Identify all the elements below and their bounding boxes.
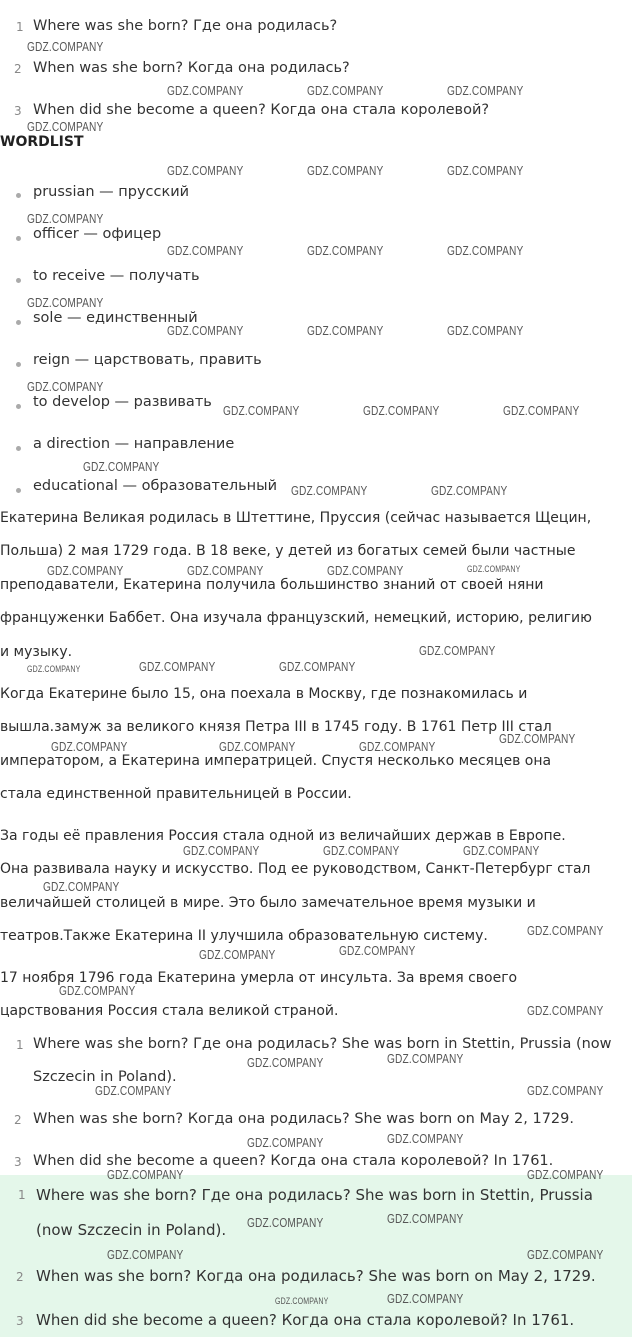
question-text: When did she become a queen? Когда она стала королевой?: [33, 102, 490, 118]
watermark: GDZ.COMPANY: [27, 295, 104, 310]
paragraph-line: величайшей столицей в мире. Это было замечательное время музыки и: [0, 895, 536, 911]
watermark: GDZ.COMPANY: [387, 1051, 464, 1066]
watermark: GDZ.COMPANY: [447, 323, 524, 338]
watermark: GDZ.COMPANY: [247, 1055, 324, 1070]
watermark: GDZ.COMPANY: [447, 163, 524, 178]
wordlist-heading: WORDLIST: [0, 134, 84, 150]
watermark: GDZ.COMPANY: [387, 1131, 464, 1146]
watermark: GDZ.COMPANY: [463, 843, 540, 858]
watermark: GDZ.COMPANY: [167, 163, 244, 178]
paragraph-line: Когда Екатерине было 15, она поехала в Москву, где познакомилась и: [0, 686, 528, 702]
question-text: When was she born? Когда она родилась?: [33, 60, 350, 76]
watermark: GDZ.COMPANY: [199, 947, 276, 962]
answer-text: When did she become a queen? Когда она стала королевой? In 1761.: [33, 1153, 554, 1169]
watermark: GDZ.COMPANY: [27, 379, 104, 394]
watermark: GDZ.COMPANY: [363, 403, 440, 418]
watermark: GDZ.COMPANY: [43, 879, 120, 894]
watermark: GDZ.COMPANY: [187, 563, 264, 578]
watermark: GDZ.COMPANY: [527, 1247, 604, 1262]
watermark: GDZ.COMPANY: [59, 983, 136, 998]
watermark: GDZ.COMPANY: [275, 1296, 329, 1306]
watermark: GDZ.COMPANY: [431, 483, 508, 498]
watermark: GDZ.COMPANY: [339, 943, 416, 958]
watermark: GDZ.COMPANY: [291, 483, 368, 498]
watermark: GDZ.COMPANY: [419, 643, 496, 658]
answer-text: Where was she born? Где она родилась? She was born in Stettin, Prussia: [36, 1186, 593, 1204]
watermark: GDZ.COMPANY: [527, 1003, 604, 1018]
answer-number: 2: [16, 1270, 24, 1284]
bullet-icon: [16, 362, 21, 367]
watermark: GDZ.COMPANY: [51, 739, 128, 754]
question-text: Where was she born? Где она родилась?: [33, 18, 338, 34]
answer-number: 1: [16, 1038, 24, 1052]
watermark: GDZ.COMPANY: [527, 1167, 604, 1182]
answer-number: 3: [16, 1314, 24, 1328]
bullet-icon: [16, 404, 21, 409]
paragraph-line: француженки Баббет. Она изучала французский, немецкий, историю, религию: [0, 610, 592, 626]
watermark: GDZ.COMPANY: [467, 564, 521, 574]
paragraph-line: 17 ноября 1796 года Екатерина умерла от инсульта. За время своего: [0, 970, 518, 986]
watermark: GDZ.COMPANY: [527, 1083, 604, 1098]
bullet-icon: [16, 446, 21, 451]
watermark: GDZ.COMPANY: [223, 403, 300, 418]
paragraph-line: За годы её правления Россия стала одной из величайших держав в Европе.: [0, 828, 566, 844]
bullet-icon: [16, 488, 21, 493]
watermark: GDZ.COMPANY: [499, 731, 576, 746]
watermark: GDZ.COMPANY: [167, 83, 244, 98]
answer-text: When was she born? Когда она родилась? She was born on May 2, 1729.: [33, 1111, 574, 1127]
watermark: GDZ.COMPANY: [247, 1215, 324, 1230]
wordlist-item: educational — образовательный: [33, 478, 278, 494]
answer-number: 3: [14, 1155, 22, 1169]
watermark: GDZ.COMPANY: [307, 323, 384, 338]
watermark: GDZ.COMPANY: [447, 83, 524, 98]
question-number: 2: [14, 62, 22, 76]
question-number: 1: [16, 20, 24, 34]
paragraph-line: стала единственной правительницей в России.: [0, 786, 352, 802]
paragraph-line: и музыку.: [0, 644, 73, 660]
paragraph-line: преподаватели, Екатерина получила большинство знаний от своей няни: [0, 577, 544, 593]
answer-text: When was she born? Когда она родилась? She was born on May 2, 1729.: [36, 1267, 596, 1285]
watermark: GDZ.COMPANY: [27, 39, 104, 54]
watermark: GDZ.COMPANY: [83, 459, 160, 474]
paragraph-line: царствования Россия стала великой страной.: [0, 1003, 339, 1019]
bullet-icon: [16, 320, 21, 325]
paragraph-line: Екатерина Великая родилась в Штеттине, Пруссия (сейчас называется Щецин,: [0, 510, 592, 526]
watermark: GDZ.COMPANY: [307, 163, 384, 178]
answer-number: 2: [14, 1113, 22, 1127]
watermark: GDZ.COMPANY: [327, 563, 404, 578]
watermark: GDZ.COMPANY: [107, 1167, 184, 1182]
watermark: GDZ.COMPANY: [527, 923, 604, 938]
paragraph-line: театров.Также Екатерина II улучшила образовательную систему.: [0, 928, 488, 944]
wordlist-item: officer — офицер: [33, 226, 162, 242]
answer-text-cont: Szczecin in Poland).: [33, 1069, 177, 1085]
paragraph-line: императором, а Екатерина императрицей. Спустя несколько месяцев она: [0, 753, 552, 769]
wordlist-item: sole — единственный: [33, 310, 198, 326]
watermark: GDZ.COMPANY: [27, 664, 81, 674]
question-number: 3: [14, 104, 22, 118]
wordlist-item: prussian — прусский: [33, 184, 190, 200]
bullet-icon: [16, 236, 21, 241]
watermark: GDZ.COMPANY: [219, 739, 296, 754]
watermark: GDZ.COMPANY: [47, 563, 124, 578]
watermark: GDZ.COMPANY: [503, 403, 580, 418]
watermark: GDZ.COMPANY: [447, 243, 524, 258]
watermark: GDZ.COMPANY: [167, 323, 244, 338]
wordlist-item: a direction — направление: [33, 436, 235, 452]
answer-text: Where was she born? Где она родилась? She was born in Stettin, Prussia (now: [33, 1036, 612, 1052]
watermark: GDZ.COMPANY: [359, 739, 436, 754]
paragraph-line: Польша) 2 мая 1729 года. В 18 веке, у детей из богатых семей были частные: [0, 543, 576, 559]
watermark: GDZ.COMPANY: [107, 1247, 184, 1262]
paragraph-line: вышла.замуж за великого князя Петра III в 1745 году. В 1761 Петр III стал: [0, 719, 552, 735]
watermark: GDZ.COMPANY: [307, 83, 384, 98]
wordlist-item: to receive — получать: [33, 268, 200, 284]
watermark: GDZ.COMPANY: [307, 243, 384, 258]
watermark: GDZ.COMPANY: [387, 1211, 464, 1226]
watermark: GDZ.COMPANY: [167, 243, 244, 258]
watermark: GDZ.COMPANY: [183, 843, 260, 858]
watermark: GDZ.COMPANY: [27, 211, 104, 226]
watermark: GDZ.COMPANY: [387, 1291, 464, 1306]
bullet-icon: [16, 278, 21, 283]
bullet-icon: [16, 193, 21, 198]
paragraph-line: Она развивала науку и искусство. Под ее руководством, Санкт-Петербург стал: [0, 861, 591, 877]
answer-number: 1: [18, 1188, 26, 1202]
watermark: GDZ.COMPANY: [27, 119, 104, 134]
watermark: GDZ.COMPANY: [279, 659, 356, 674]
wordlist-item: reign — царствовать, править: [33, 352, 262, 368]
answer-text: When did she become a queen? Когда она стала королевой? In 1761.: [36, 1311, 575, 1329]
wordlist-item: to develop — развивать: [33, 394, 212, 410]
watermark: GDZ.COMPANY: [247, 1135, 324, 1150]
answer-text-cont: (now Szczecin in Poland).: [36, 1221, 227, 1239]
watermark: GDZ.COMPANY: [95, 1083, 172, 1098]
watermark: GDZ.COMPANY: [139, 659, 216, 674]
watermark: GDZ.COMPANY: [323, 843, 400, 858]
